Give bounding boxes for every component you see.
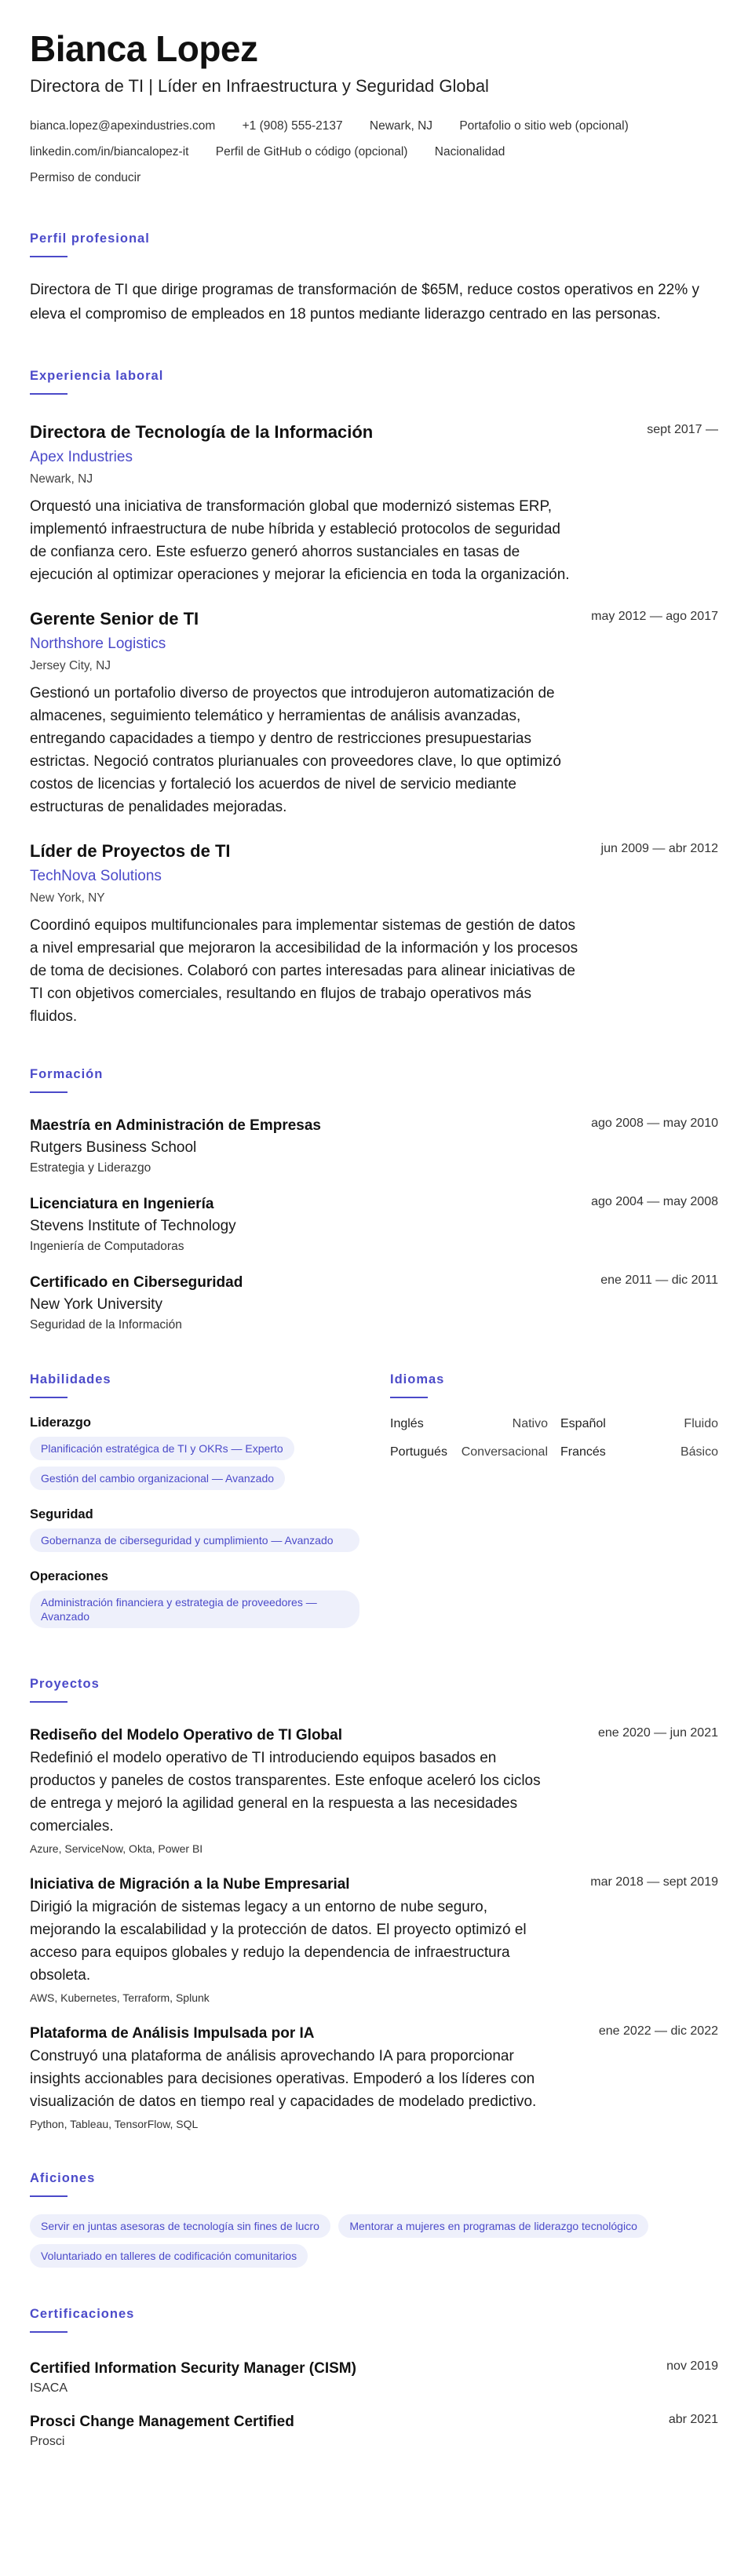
skill-tag: Gobernanza de ciberseguridad y cumplimiento — Avanzado (30, 1528, 359, 1552)
skills-languages-row (30, 1372, 718, 1671)
resume-page (30, 28, 718, 2449)
job-date: jun 2009 — abr 2012 (600, 842, 718, 855)
skill-tag-list (30, 1522, 359, 1552)
language-item (560, 1417, 718, 1431)
job-entry (30, 840, 718, 1028)
skill-tag-list (30, 1584, 359, 1628)
education-entry (30, 1117, 718, 1176)
certification-name: Certified Information Security Manager (CISM) (30, 2360, 356, 2377)
project-description: Construyó una plataforma de análisis aprovechando IA para proporcionar insights accionables para decisiones operativas. Empoderó a los líderes con visualización de datos en tiempo real y capacidades de modelado predictivo. (30, 2048, 537, 2110)
education-school: New York University (30, 1296, 162, 1313)
language-name: Español (560, 1417, 606, 1430)
certification-name: Prosci Change Management Certified (30, 2414, 294, 2430)
contact-website[interactable]: Portafolio o sitio web (opcional) (459, 119, 629, 133)
candidate-tagline: Directora de TI | Líder en Infraestructura y Seguridad Global (30, 76, 489, 96)
summary-section (30, 231, 718, 326)
language-level: Básico (680, 1445, 718, 1459)
skill-tag: Administración financiera y estrategia de proveedores — Avanzado (30, 1590, 359, 1628)
skill-tag: Planificación estratégica de TI y OKRs — Experto (30, 1437, 294, 1460)
skills-section (30, 1372, 359, 1628)
section-title: Aficiones (30, 2171, 96, 2185)
job-company: TechNova Solutions (30, 868, 162, 884)
certification-entry (30, 2413, 718, 2449)
section-title: Formación (30, 1067, 104, 1081)
education-field: Ingeniería de Computadoras (30, 1240, 184, 1253)
language-level: Fluido (684, 1417, 718, 1430)
project-title: Iniciativa de Migración a la Nube Empresarial (30, 1876, 350, 1893)
section-divider (30, 1091, 68, 1093)
project-technologies: Azure, ServiceNow, Okta, Power BI (30, 1842, 203, 1855)
job-location: New York, NY (30, 891, 105, 905)
contact-location: Newark, NJ (369, 119, 433, 133)
skill-tag-list (30, 1430, 359, 1490)
section-divider (390, 1397, 428, 1398)
section-divider (30, 2195, 68, 2197)
contact-nationality: Nacionalidad (434, 145, 505, 158)
certification-date: nov 2019 (666, 2359, 718, 2373)
language-level: Conversacional (461, 1445, 548, 1459)
project-date: mar 2018 — sept 2019 (590, 1875, 718, 1889)
section-divider (30, 393, 68, 395)
language-name: Inglés (390, 1417, 424, 1430)
contact-driving-license: Permiso de conducir (30, 171, 141, 184)
education-date: ago 2008 — may 2010 (591, 1117, 718, 1130)
job-description: Orquestó una iniciativa de transformación global que modernizó sistemas ERP, implementó infraestructura de nube híbrida y estableció protocolos de seguridad de confianza cero. Este esfuerzo generó ahorros sustanciales en tasas de ejecución al optimizar operaciones y mejorar la eficiencia en toda la organización. (30, 498, 570, 583)
language-item (390, 1417, 548, 1431)
job-title: Líder de Proyectos de TI (30, 841, 231, 861)
education-degree: Maestría en Administración de Empresas (30, 1117, 321, 1134)
project-description: Redefinió el modelo operativo de TI introduciendo equipos basados en productos y paneles de costos transparentes. Este enfoque aceleró los ciclos de entrega y mejoró la agilidad general en la respuesta a las necesidades comerciales. (30, 1750, 541, 1835)
education-school: Rutgers Business School (30, 1139, 197, 1156)
language-item (390, 1445, 548, 1459)
section-title: Perfil profesional (30, 231, 150, 246)
language-name: Portugués (390, 1445, 447, 1459)
project-technologies: Python, Tableau, TensorFlow, SQL (30, 2118, 199, 2130)
job-location: Newark, NJ (30, 472, 93, 486)
contact-github[interactable]: Perfil de GitHub o código (opcional) (215, 145, 408, 158)
contact-email[interactable]: bianca.lopez@apexindustries.com (30, 119, 216, 133)
projects-section (30, 1677, 718, 2130)
project-date: ene 2022 — dic 2022 (598, 2024, 718, 2038)
job-date: sept 2017 — (647, 423, 718, 436)
education-degree: Licenciatura en Ingeniería (30, 1196, 214, 1212)
languages-section (390, 1372, 718, 1459)
education-field: Estrategia y Liderazgo (30, 1161, 151, 1175)
section-title: Idiomas (390, 1372, 445, 1386)
education-date: ago 2004 — may 2008 (591, 1195, 718, 1208)
candidate-name: Bianca Lopez (30, 28, 258, 69)
project-entry (30, 1726, 718, 1855)
job-company: Apex Industries (30, 449, 133, 465)
project-title: Rediseño del Modelo Operativo de TI Global (30, 1727, 342, 1743)
summary-text: Directora de TI que dirige programas de transformación de $65M, reduce costos operativos en 22% y eleva el compromiso de empleados en 18 puntos mediante liderazgo centrado en las personas. (30, 282, 699, 322)
job-company: Northshore Logistics (30, 636, 166, 652)
contact-phone[interactable]: +1 (908) 555-2137 (242, 119, 343, 133)
language-name: Francés (560, 1445, 606, 1459)
job-entry (30, 608, 718, 818)
section-title: Habilidades (30, 1372, 111, 1386)
language-item (560, 1445, 718, 1459)
section-title: Certificaciones (30, 2307, 135, 2321)
section-title: Proyectos (30, 1677, 100, 1691)
skill-group-title: Liderazgo (30, 1416, 91, 1430)
job-description: Gestionó un portafolio diverso de proyectos que introdujeron automatización de almacenes, seguimiento telemático y herramientas de análisis avanzadas, entregando capacidades a tiempo y dentro de restricciones presupuestarias estrictas. Negoció contratos plurianuales con proveedores clave, lo que optimizó costos de licencias y fortaleció los acuerdos de nivel de servicio mediante estructuras de penalidades mejoradas. (30, 685, 561, 815)
skill-tag: Gestión del cambio organizacional — Avanzado (30, 1467, 285, 1490)
resume-header (30, 28, 718, 191)
job-entry (30, 421, 718, 586)
job-title: Directora de Tecnología de la Información (30, 422, 374, 442)
project-date: ene 2020 — jun 2021 (597, 1726, 718, 1740)
language-level: Nativo (512, 1417, 548, 1430)
education-entry (30, 1273, 718, 1333)
section-title: Experiencia laboral (30, 369, 164, 383)
hobby-tag-list (30, 2208, 718, 2268)
section-divider (30, 256, 68, 257)
certification-issuer: ISACA (30, 2381, 68, 2395)
education-section (30, 1067, 718, 1333)
certification-date: abr 2021 (668, 2413, 718, 2426)
contact-linkedin[interactable]: linkedin.com/in/biancalopez-it (30, 145, 189, 158)
job-location: Jersey City, NJ (30, 659, 111, 672)
certification-entry (30, 2359, 718, 2396)
skill-group-title: Operaciones (30, 1569, 108, 1583)
project-entry (30, 1875, 718, 2004)
hobbies-section (30, 2171, 718, 2268)
education-degree: Certificado en Ciberseguridad (30, 1274, 243, 1291)
job-description: Coordinó equipos multifuncionales para implementar sistemas de gestión de datos a nivel empresarial que mejoraron la accesibilidad de la información y los procesos de toma de decisiones. Colaboró con partes interesadas para alinear iniciativas de TI con objetivos comerciales, resultando en flujos de trabajo operativos más fluidos. (30, 917, 578, 1025)
education-entry (30, 1195, 718, 1255)
contact-list (30, 113, 718, 191)
hobby-tag: Servir en juntas asesoras de tecnología sin fines de lucro (30, 2214, 330, 2238)
certification-issuer: Prosci (30, 2435, 65, 2448)
job-date: may 2012 — ago 2017 (591, 610, 718, 623)
project-description: Dirigió la migración de sistemas legacy a un entorno de nube seguro, mejorando la escalabilidad y la protección de datos. El proyecto optimizó el acceso para equipos globales y redujo la dependencia de infraestructura obsoleta. (30, 1899, 527, 1984)
certifications-section (30, 2307, 718, 2449)
job-title: Gerente Senior de TI (30, 609, 199, 629)
project-entry (30, 2024, 718, 2130)
section-divider (30, 1397, 68, 1398)
education-date: ene 2011 — dic 2011 (600, 1273, 718, 1287)
project-title: Plataforma de Análisis Impulsada por IA (30, 2025, 315, 2042)
hobby-tag: Mentorar a mujeres en programas de liderazgo tecnológico (338, 2214, 648, 2238)
experience-section (30, 369, 718, 1028)
section-divider (30, 1701, 68, 1703)
education-school: Stevens Institute of Technology (30, 1218, 236, 1234)
project-technologies: AWS, Kubernetes, Terraform, Splunk (30, 1991, 210, 2004)
language-list (390, 1417, 718, 1459)
section-divider (30, 2331, 68, 2333)
skill-group-title: Seguridad (30, 1507, 93, 1521)
education-field: Seguridad de la Información (30, 1318, 182, 1332)
hobby-tag: Voluntariado en talleres de codificación comunitarios (30, 2244, 308, 2268)
